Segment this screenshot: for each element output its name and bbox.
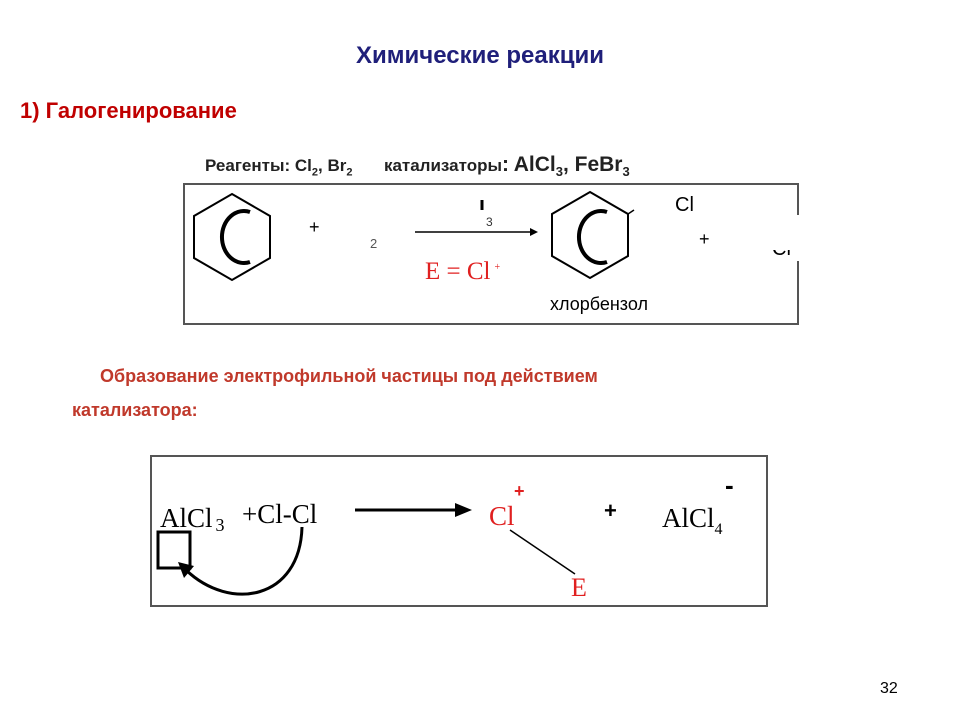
page-title: Химические реакции — [356, 42, 604, 69]
alcl4-label — [662, 503, 723, 539]
benzene-ring-icon — [194, 194, 270, 280]
anion-charge: - — [725, 470, 734, 500]
plus-sign: + — [309, 217, 320, 237]
catalysts-colon: : — [502, 153, 509, 176]
catalysts-label: катализаторы — [383, 156, 502, 175]
product-name: хлорбензол — [550, 294, 648, 314]
reagent-sub: 2 — [311, 166, 318, 179]
product-substituent: Cl — [675, 194, 694, 216]
formation-line-2: катализатора: — [72, 400, 198, 420]
chlorobenzene-ring-icon — [552, 192, 634, 278]
cl-cl-label: +Cl-Cl — [242, 499, 318, 529]
arrow-subscript: 3 — [486, 215, 493, 229]
plus-sign: + — [699, 229, 710, 249]
reaction-arrow-icon — [415, 200, 538, 236]
reagent-br: , Br — [318, 156, 347, 175]
catalyst-sub: 3 — [622, 164, 630, 180]
page-number: 32 — [880, 680, 898, 697]
alcl4-sub: 4 — [714, 521, 723, 538]
alcl3-text: AlCl — [160, 503, 213, 533]
electrophile-text: E = Cl — [425, 258, 491, 285]
section-heading: 1) Галогенирование — [20, 98, 237, 123]
plus-sign: + — [604, 498, 617, 523]
catalyst-sub: 3 — [555, 164, 563, 180]
electrophile-label — [425, 258, 500, 286]
electrophile-charge: + — [494, 261, 501, 273]
alcl3-label — [160, 503, 225, 536]
catalyst-alcl: AlCl — [513, 153, 556, 176]
formation-line-1: Образование электрофильной частицы под действием — [100, 366, 598, 386]
alcl3-sub: 3 — [215, 515, 225, 535]
e-label: E — [571, 573, 587, 602]
reagent-sub: 2 — [346, 166, 353, 179]
reagents-label: Реагенты: — [205, 156, 291, 175]
catalyst-febr: , FeBr — [562, 153, 623, 176]
reagent-cl: Cl — [294, 156, 312, 175]
cation-charge: + — [514, 481, 525, 501]
alcl4-text: AlCl — [662, 503, 715, 533]
subscript-2: 2 — [370, 236, 378, 251]
cl-cation-label: Cl — [489, 501, 515, 531]
